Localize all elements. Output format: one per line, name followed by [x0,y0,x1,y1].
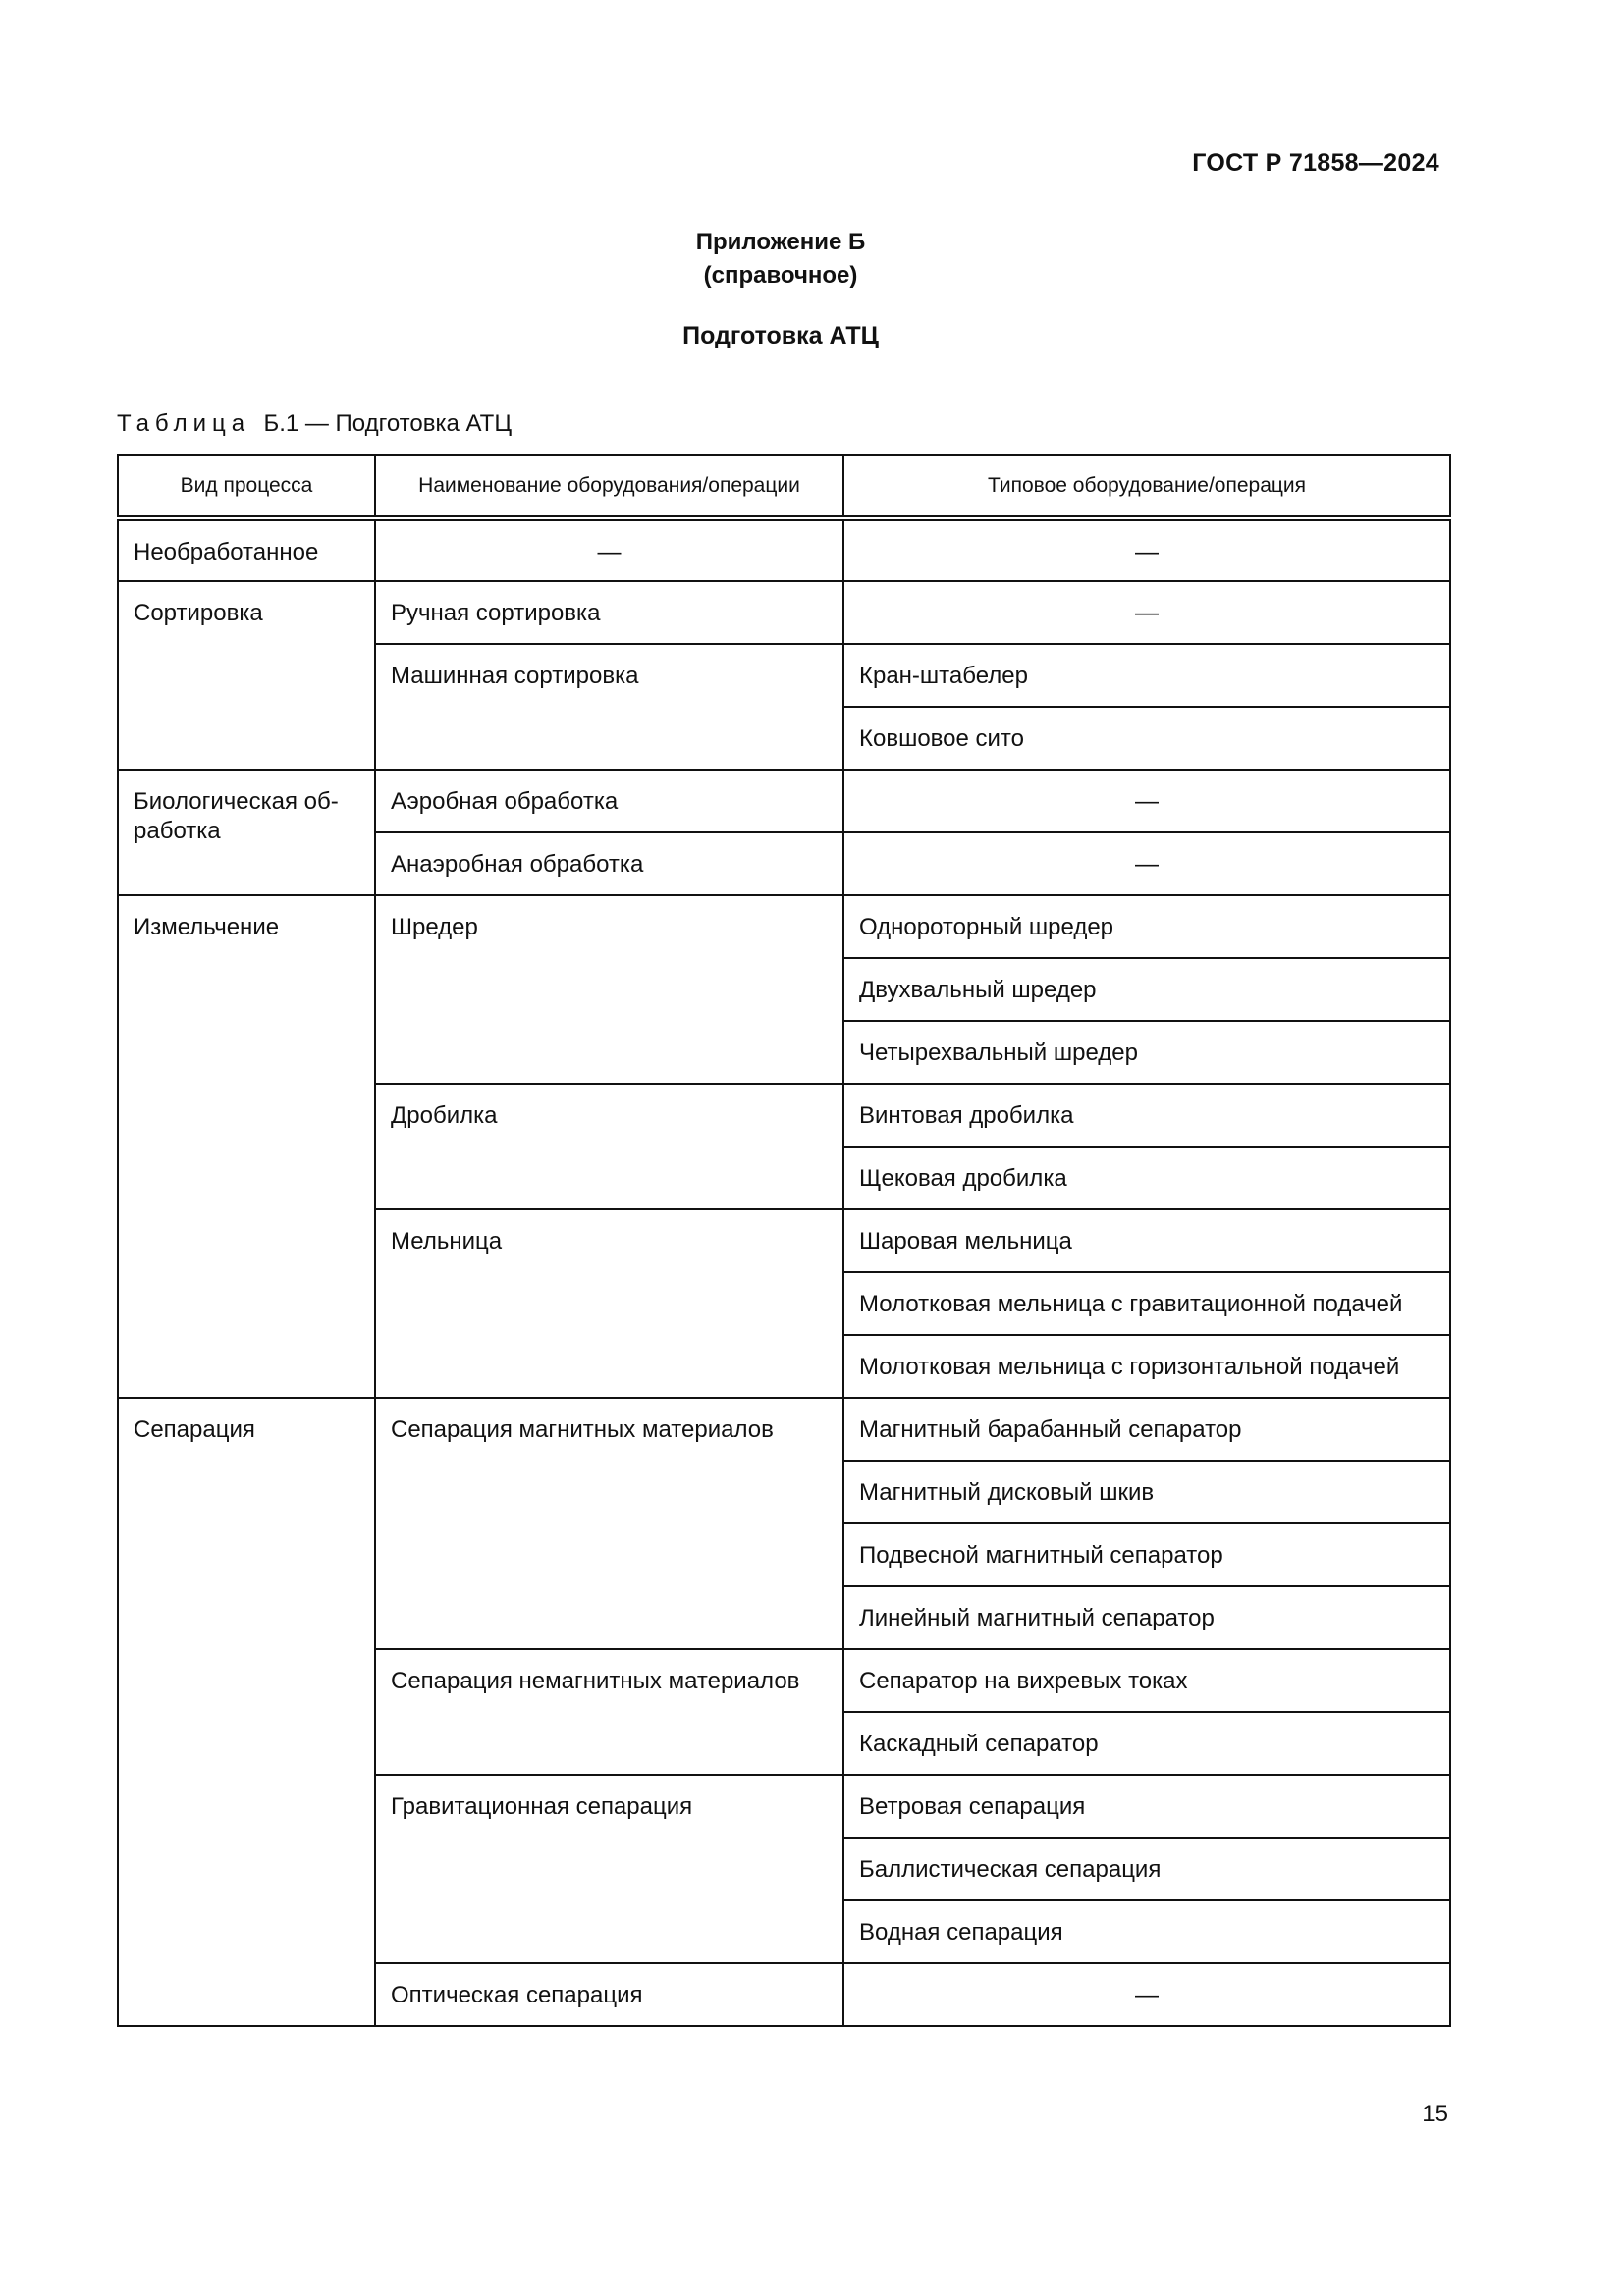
typical-equipment-cell: — [843,581,1450,644]
typical-equipment-cell: Шаровая мельница [843,1209,1450,1272]
page-number: 15 [1422,2101,1448,2127]
typical-equipment-cell: Молотковая мельница с гравитационной подачей [843,1272,1450,1335]
typical-equipment-cell: Молотковая мельница с горизонтальной подачей [843,1335,1450,1398]
typical-equipment-cell: Ковшовое сито [843,707,1450,770]
equipment-name-cell: Машинная сортировка [375,644,843,770]
typical-equipment-cell: — [843,770,1450,832]
process-cell: Биологическая об- работка [118,770,375,895]
table-caption-label: Таблица [117,410,251,437]
typical-equipment-cell: Ветровая сепарация [843,1775,1450,1838]
appendix-subtitle: (справочное) [703,262,858,289]
table-row [118,1398,1450,1461]
table-caption-text: Б.1 — Подготовка АТЦ [263,410,513,437]
equipment-name-cell: Шредер [375,895,843,1084]
appendix-heading [0,226,1561,293]
equipment-name-cell: Ручная сортировка [375,581,843,644]
appendix-title: Приложение Б [695,229,866,255]
equipment-name-cell: Мельница [375,1209,843,1398]
typical-equipment-cell: Однороторный шредер [843,895,1450,958]
typical-equipment-cell: Магнитный барабанный сепаратор [843,1398,1450,1461]
table-caption [117,410,512,438]
typical-equipment-cell: Подвесной магнитный сепаратор [843,1523,1450,1586]
document-code: ГОСТ Р 71858—2024 [1192,149,1439,177]
table-row [118,770,1450,832]
process-table [117,454,1451,2027]
equipment-name-cell: Оптическая сепарация [375,1963,843,2026]
table-row [118,581,1450,644]
typical-equipment-cell: Щековая дробилка [843,1147,1450,1209]
equipment-name-cell: — [375,518,843,581]
typical-equipment-cell: Водная сепарация [843,1900,1450,1963]
process-cell: Сепарация [118,1398,375,2026]
table-row [118,518,1450,581]
section-title: Подготовка АТЦ [682,322,879,349]
process-cell: Измельчение [118,895,375,1398]
table-body [118,518,1450,2026]
typical-equipment-cell: Кран-штабелер [843,644,1450,707]
equipment-name-cell: Анаэробная обработка [375,832,843,895]
typical-equipment-cell: Винтовая дробилка [843,1084,1450,1147]
header-typical-equipment: Типовое оборудование/операция [843,455,1450,518]
typical-equipment-cell: Баллистическая сепарация [843,1838,1450,1900]
equipment-name-cell: Дробилка [375,1084,843,1209]
header-equipment-name: Наименование оборудования/операции [375,455,843,518]
typical-equipment-cell: — [843,518,1450,581]
process-cell: Сортировка [118,581,375,770]
typical-equipment-cell: Магнитный дисковый шкив [843,1461,1450,1523]
table-header-row [118,455,1450,518]
typical-equipment-cell: Двухвальный шредер [843,958,1450,1021]
typical-equipment-cell: Линейный магнитный сепаратор [843,1586,1450,1649]
equipment-name-cell: Сепарация немагнитных материалов [375,1649,843,1775]
process-cell: Необработанное [118,518,375,581]
typical-equipment-cell: Каскадный сепаратор [843,1712,1450,1775]
typical-equipment-cell: — [843,832,1450,895]
equipment-name-cell: Сепарация магнитных материалов [375,1398,843,1649]
typical-equipment-cell: Четырехвальный шредер [843,1021,1450,1084]
typical-equipment-cell: — [843,1963,1450,2026]
equipment-name-cell: Аэробная обработка [375,770,843,832]
equipment-name-cell: Гравитационная сепарация [375,1775,843,1963]
table-row [118,895,1450,958]
header-process: Вид процесса [118,455,375,518]
typical-equipment-cell: Сепаратор на вихревых токах [843,1649,1450,1712]
